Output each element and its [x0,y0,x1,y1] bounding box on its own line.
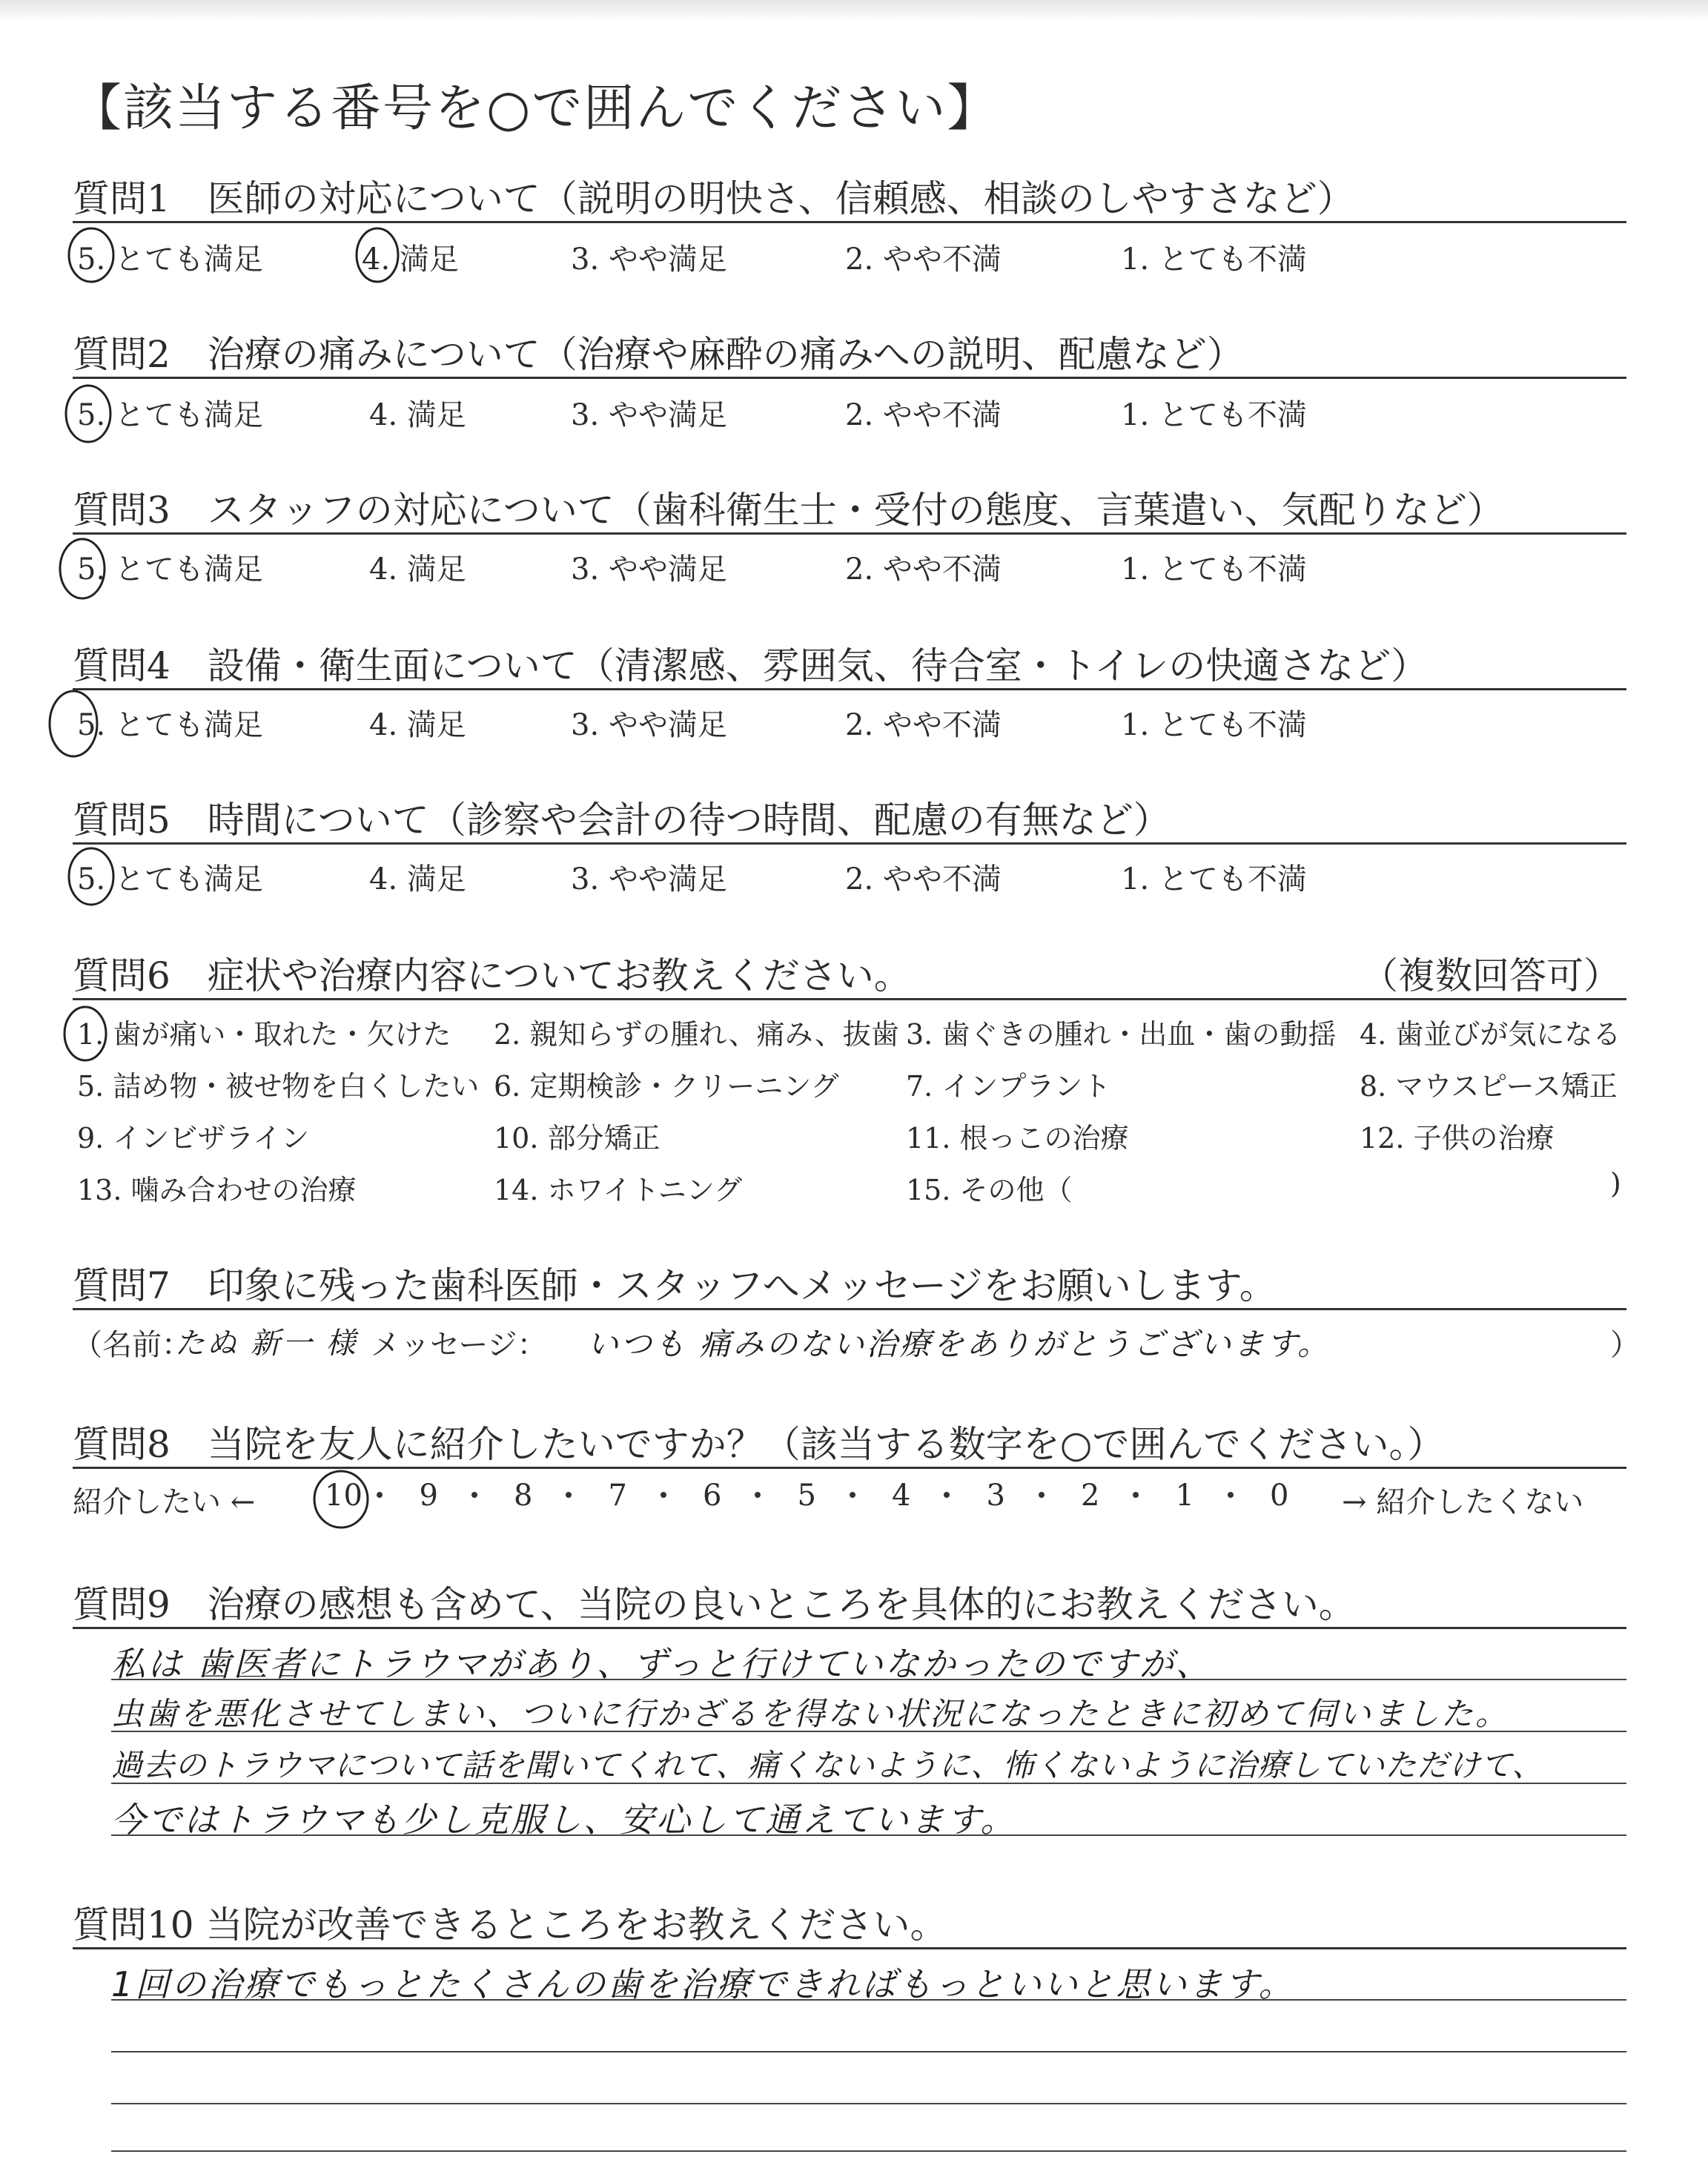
q6-item-7[interactable]: 7. インプラント [906,1070,1111,1103]
q8-scale-value[interactable]: 6 [703,1479,722,1513]
q7-name-handwritten[interactable]: たぬ 新一 様 [175,1327,358,1361]
q7-close-paren: ） [1610,1328,1640,1362]
q7-name-label: （名前： [73,1328,191,1362]
q1-option-5[interactable]: 5. とても満足 [77,242,263,277]
q6-item-1[interactable]: 1. 歯が痛い・取れた・欠けた [77,1018,451,1051]
q5-option-4[interactable]: 4. 満足 [369,862,466,896]
q6-item-6[interactable]: 6. 定期検診・クリーニング [494,1070,839,1103]
q6-item-4[interactable]: 4. 歯並びが気になる [1360,1018,1621,1051]
q8-left-label: 紹介したい ← [73,1485,256,1519]
q8-selection-circle-10 [310,1468,372,1530]
q8-scale-value[interactable]: 7 [608,1479,627,1513]
q6-item-5[interactable]: 5. 詰め物・被せ物を白くしたい [77,1070,480,1103]
q8-scale-value[interactable]: 9 [419,1479,438,1513]
q4-option-4[interactable]: 4. 満足 [369,708,466,742]
q8-scale-value[interactable]: 3 [986,1479,1005,1513]
q4-option-5[interactable]: 5. とても満足 [77,708,263,742]
q10-writing-line-4 [111,2150,1626,2152]
q8-scale-separator-dot [661,1492,666,1498]
q10-title: 質問10 当院が改善できるところをお教えください。 [73,1903,947,1946]
q6-divider [73,998,1626,1000]
q9-answer-line-2[interactable]: 虫歯を悪化させてしまい、ついに行かざるを得ない状況になったときに初めて伺いました。 [111,1696,1509,1733]
q6-item-10[interactable]: 10. 部分矯正 [494,1122,661,1155]
q8-scale-value[interactable]: 8 [514,1479,533,1513]
q3-selection-circle-5 [56,535,108,602]
q8-title: 質問8 当院を友人に紹介したいですか？（該当する数字を○で囲んでください。） [73,1423,1445,1466]
q9-divider [73,1627,1626,1629]
q3-option-2[interactable]: 2. やや不満 [845,552,1002,587]
q4-option-1[interactable]: 1. とても不満 [1121,708,1307,742]
q4-option-2[interactable]: 2. やや不満 [845,708,1002,742]
q2-title: 質問2 治療の痛みについて（治療や麻酔の痛みへの説明、配慮など） [73,333,1244,376]
q6-item-3[interactable]: 3. 歯ぐきの腫れ・出血・歯の動揺 [906,1018,1337,1051]
q8-scale-value[interactable]: 0 [1270,1479,1289,1513]
q8-scale-separator-dot [850,1492,855,1498]
q4-selection-circle-5 [46,687,101,761]
q5-option-2[interactable]: 2. やや不満 [845,862,1002,896]
q5-option-1[interactable]: 1. とても不満 [1121,862,1307,896]
q3-option-4[interactable]: 4. 満足 [369,552,466,587]
q6-title: 質問6 症状や治療内容についてお教えください。 [73,954,911,997]
q9-answer-line-4[interactable]: 今ではトラウマも少し克服し、安心して通えています。 [111,1800,1017,1840]
q1-selection-circle-4 [351,225,403,285]
q3-title: 質問3 スタッフの対応について（歯科衛生士・受付の態度、言葉遣い、気配りなど） [73,489,1504,532]
q6-multiple-note: （複数回答可） [1361,954,1621,997]
q3-option-1[interactable]: 1. とても不満 [1121,552,1307,587]
q6-selection-circle-1 [61,1004,110,1063]
q5-option-3[interactable]: 3. やや満足 [571,862,727,896]
q2-option-2[interactable]: 2. やや不満 [845,398,1002,432]
q8-scale-separator-dot [1228,1492,1234,1498]
q8-scale-value[interactable]: 4 [892,1479,911,1513]
q7-divider [73,1308,1626,1310]
q1-option-1[interactable]: 1. とても不満 [1121,242,1307,277]
q7-message-label: メッセージ： [371,1328,547,1362]
q8-scale-separator-dot [755,1492,761,1498]
q6-item-15-close-paren: ) [1610,1167,1621,1200]
q4-divider [73,688,1626,690]
q7-message-handwritten[interactable]: いつも 痛みのない治療をありがとうございます。 [587,1326,1331,1362]
q1-title: 質問1 医師の対応について（説明の明快さ、信頼感、相談のしやすさなど） [73,177,1354,220]
q6-item-14[interactable]: 14. ホワイトニング [494,1174,743,1206]
q6-item-13[interactable]: 13. 噛み合わせの治療 [77,1174,357,1206]
q9-answer-line-1[interactable]: 私は 歯医者にトラウマがあり、ずっと行けていなかったのですが、 [111,1644,1212,1684]
q5-title: 質問5 時間について（診察や会計の待つ時間、配慮の有無など） [73,799,1171,842]
q4-title: 質問4 設備・衛生面について（清潔感、雰囲気、待合室・トイレの快適さなど） [73,644,1429,687]
q6-item-9[interactable]: 9. インビザライン [77,1122,310,1155]
q3-divider [73,532,1626,535]
q8-scale-value[interactable]: 5 [797,1479,816,1513]
q8-scale-value[interactable]: 2 [1081,1479,1100,1513]
q8-scale-separator-dot [1039,1492,1045,1498]
q8-scale-value[interactable]: 10 [325,1479,363,1513]
q6-item-12[interactable]: 12. 子供の治療 [1360,1122,1555,1155]
q5-divider [73,842,1626,845]
q2-option-3[interactable]: 3. やや満足 [571,398,727,432]
scan-top-shading [0,0,1708,22]
q4-option-3[interactable]: 3. やや満足 [571,708,727,742]
q6-item-11[interactable]: 11. 根っこの治療 [906,1122,1129,1155]
q9-title: 質問9 治療の感想も含めて、当院の良いところを具体的にお教えください。 [73,1583,1356,1626]
q5-selection-circle-5 [65,845,117,908]
q1-option-3[interactable]: 3. やや満足 [571,242,727,277]
q8-scale-separator-dot [944,1492,950,1498]
q9-answer-line-3[interactable]: 過去のトラウマについて話を聞いてくれて、痛くないように、怖くないように治療していただけて、 [111,1747,1544,1783]
q8-scale-value[interactable]: 1 [1175,1479,1194,1513]
q2-divider [73,377,1626,379]
q10-divider [73,1947,1626,1949]
q1-divider [73,221,1626,223]
q8-divider [73,1467,1626,1469]
q2-option-5[interactable]: 5. とても満足 [77,398,263,432]
q1-option-4[interactable]: 4. 満足 [362,242,459,277]
q6-item-2[interactable]: 2. 親知らずの腫れ、痛み、抜歯 [494,1018,899,1051]
q8-scale-separator-dot [471,1492,477,1498]
q1-selection-circle-5 [65,225,117,285]
q10-answer-line-1[interactable]: 1回の治療でもっとたくさんの歯を治療できればもっといいと思います。 [111,1964,1295,2004]
q8-scale-separator-dot [566,1492,572,1498]
q6-item-15[interactable]: 15. その他（ [906,1174,1073,1206]
q10-writing-line-2 [111,2051,1626,2052]
q8-right-label: → 紹介したくない [1342,1485,1584,1519]
instruction-header: 【該当する番号を○で囲んでください】 [71,79,999,138]
q7-title: 質問7 印象に残った歯科医師・スタッフへメッセージをお願いします。 [73,1264,1277,1307]
q6-item-8[interactable]: 8. マウスピース矯正 [1360,1070,1618,1103]
q10-writing-line-3 [111,2103,1626,2104]
q2-option-1[interactable]: 1. とても不満 [1121,398,1307,432]
q2-option-4[interactable]: 4. 満足 [369,398,466,432]
q5-option-5[interactable]: 5. とても満足 [77,862,263,896]
q3-option-3[interactable]: 3. やや満足 [571,552,727,587]
q8-scale-separator-dot [1133,1492,1139,1498]
q2-selection-circle-5 [62,383,114,445]
q1-option-2[interactable]: 2. やや不満 [845,242,1002,277]
q3-option-5[interactable]: 5. とても満足 [77,552,263,587]
q8-scale-separator-dot [377,1492,383,1498]
